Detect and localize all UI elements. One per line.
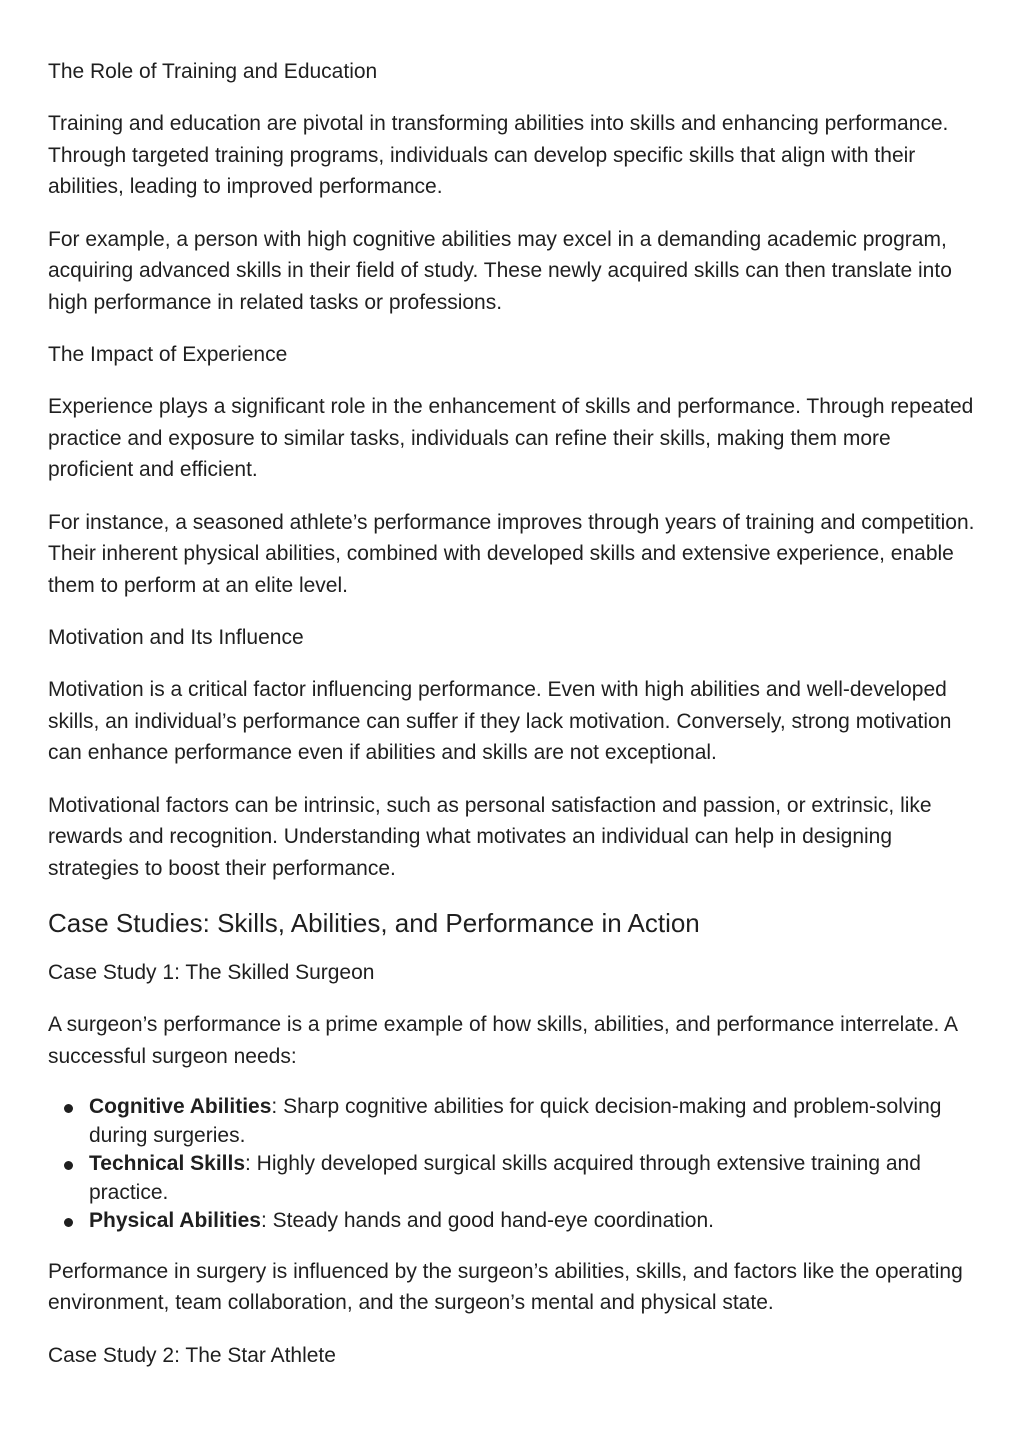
- surgeon-requirements-list: [48, 1093, 976, 1236]
- motivation-paragraph-1: Motivation is a critical factor influencing performance. Even with high abilities and well-developed skills, an individual’s performance can suffer if they lack motivation. Conversely, strong motivation can enhance performance even if abilities and skills are not exceptional.: [48, 678, 952, 764]
- bullet-icon: [64, 1161, 73, 1170]
- list-item: [89, 1207, 976, 1236]
- list-item-term: Technical Skills: [89, 1152, 246, 1175]
- list-item-text: : Highly developed surgical skills acquired through extensive training and practice.: [89, 1152, 921, 1204]
- list-item: [89, 1150, 976, 1207]
- list-item-text: : Sharp cognitive abilities for quick decision-making and problem-solving during surgeries.: [89, 1095, 942, 1147]
- experience-paragraph-1: Experience plays a significant role in the enhancement of skills and performance. Through repeated practice and exposure to similar tasks, individuals can refine their skills, making them more proficient and efficient.: [48, 395, 974, 481]
- experience-heading: The Impact of Experience: [48, 343, 288, 366]
- training-paragraph-2: For example, a person with high cognitive abilities may excel in a demanding academic program, acquiring advanced skills in their field of study. These newly acquired skills can then translate into high performance in related tasks or professions.: [48, 227, 952, 314]
- list-item: [89, 1093, 976, 1150]
- case-studies-heading: Case Studies: Skills, Abilities, and Performance in Action: [48, 908, 700, 938]
- case-study-1-intro: A surgeon’s performance is a prime example of how skills, abilities, and performance interrelate. A successful surgeon needs:: [48, 1013, 957, 1068]
- motivation-heading: Motivation and Its Influence: [48, 626, 304, 649]
- list-item-term: Cognitive Abilities: [89, 1095, 272, 1118]
- case-study-1-heading: Case Study 1: The Skilled Surgeon: [48, 961, 375, 984]
- case-study-2-heading: Case Study 2: The Star Athlete: [48, 1343, 336, 1367]
- bullet-icon: [64, 1104, 73, 1113]
- experience-paragraph-2: For instance, a seasoned athlete’s performance improves through years of training and competition. Their inherent physical abilities, combined with developed skills and extensive experience, enable them to perform at an elite level.: [48, 510, 975, 597]
- list-item-text: : Steady hands and good hand-eye coordination.: [260, 1209, 714, 1232]
- motivation-paragraph-2: Motivational factors can be intrinsic, such as personal satisfaction and passion, or extrinsic, like rewards and recognition. Understanding what motivates an individual can help in designing strategies to boost their performance.: [48, 793, 932, 880]
- training-paragraph-1: Training and education are pivotal in transforming abilities into skills and enhancing performance. Through targeted training programs, individuals can develop specific skills that align with their abilities, leading to improved performance.: [48, 112, 949, 198]
- training-heading: The Role of Training and Education: [48, 60, 378, 83]
- list-item-term: Physical Abilities: [89, 1209, 261, 1232]
- bullet-icon: [64, 1218, 73, 1227]
- case-study-1-conclusion: Performance in surgery is influenced by the surgeon’s abilities, skills, and factors like the operating environment, team collaboration, and the surgeon’s mental and physical state.: [48, 1259, 963, 1314]
